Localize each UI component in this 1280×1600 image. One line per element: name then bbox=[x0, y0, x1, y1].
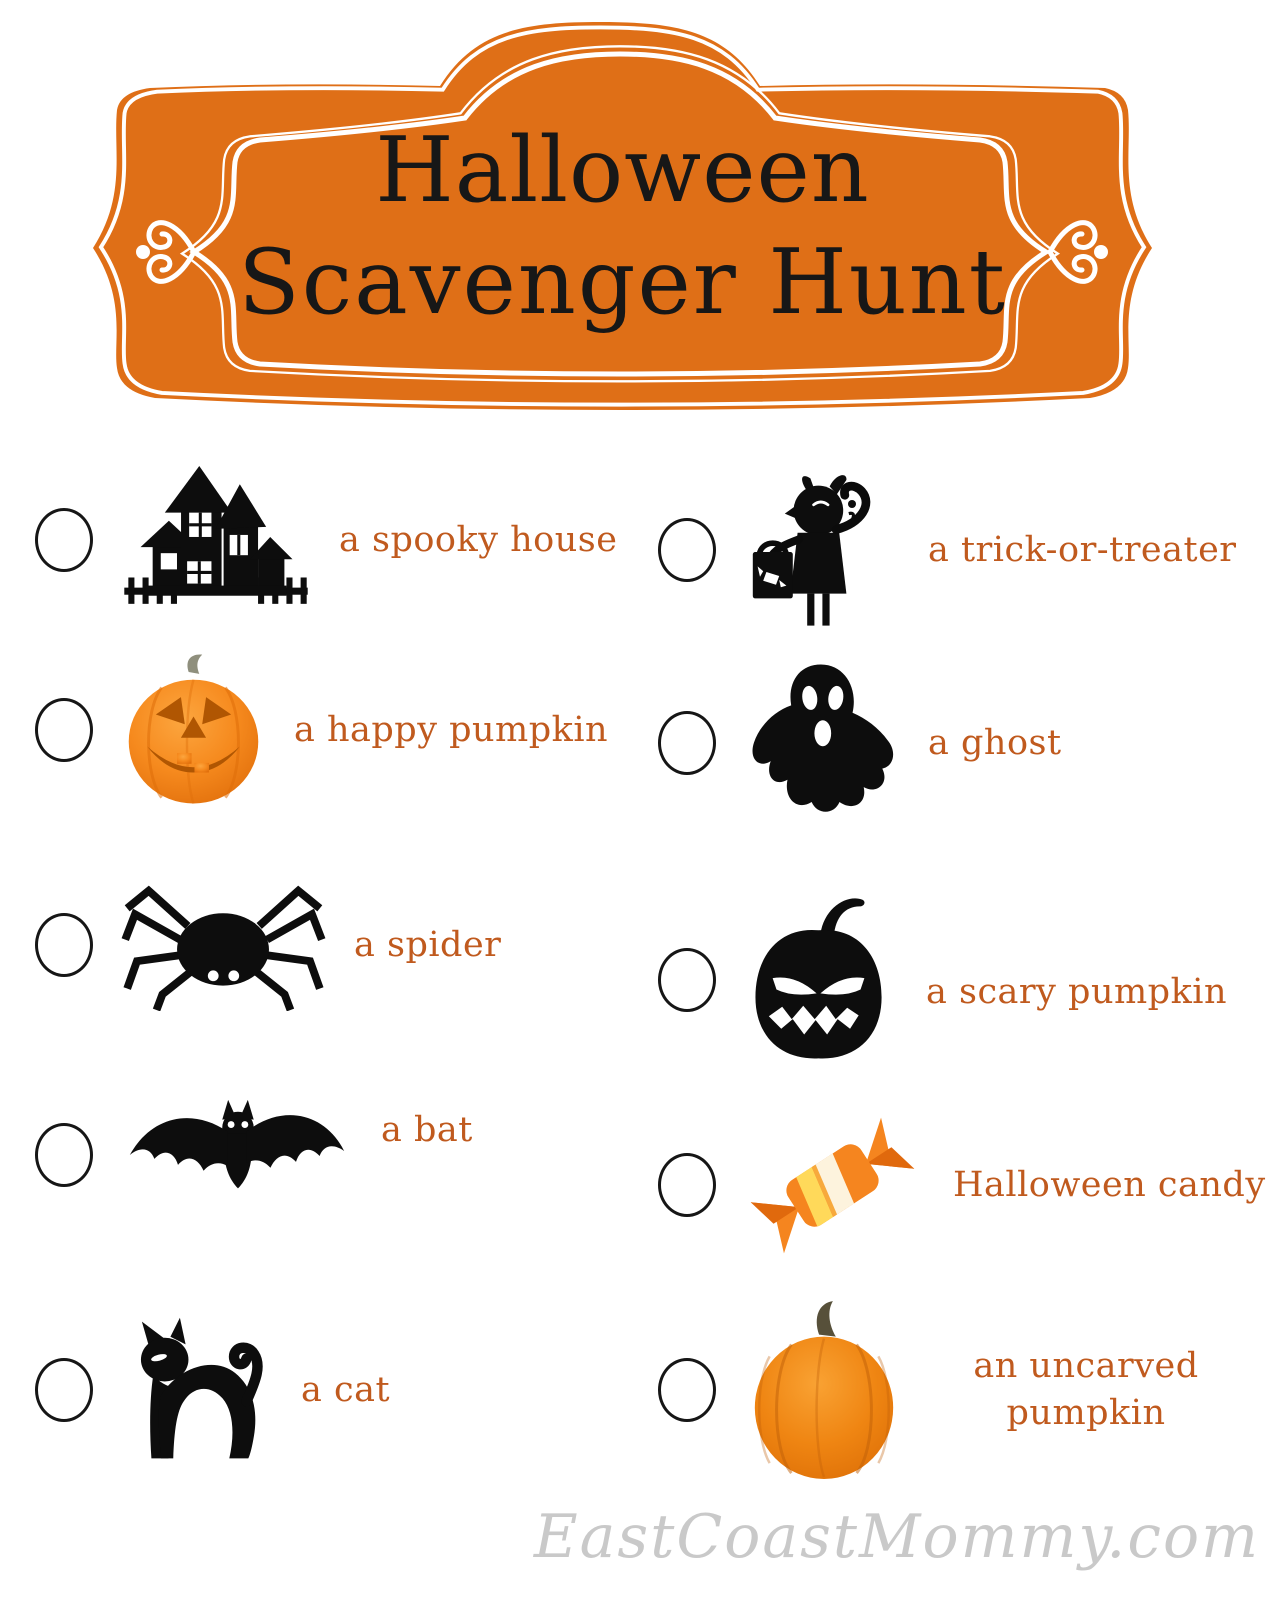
banner-title-line2: Scavenger Hunt bbox=[238, 230, 1007, 335]
item-label: a trick-or-treater bbox=[928, 530, 1237, 570]
checklist-item-ghost bbox=[658, 655, 1062, 830]
item-label: an uncarved pumpkin bbox=[973, 1345, 1199, 1433]
checkbox-circle[interactable] bbox=[35, 913, 93, 977]
cat-icon bbox=[121, 1304, 273, 1476]
spider-icon bbox=[121, 879, 326, 1011]
title-banner bbox=[85, 12, 1160, 424]
scary-pumpkin-icon bbox=[740, 894, 898, 1066]
checklist-item-bat bbox=[35, 1085, 473, 1225]
spooky-house-icon bbox=[121, 464, 311, 616]
checkbox-circle[interactable] bbox=[35, 508, 93, 572]
item-label: a scary pumpkin bbox=[926, 972, 1228, 1012]
ghost-icon bbox=[740, 657, 900, 829]
happy-pumpkin-icon bbox=[121, 651, 266, 809]
checkbox-circle[interactable] bbox=[35, 698, 93, 762]
uncarved-pumpkin-icon bbox=[740, 1298, 908, 1483]
checklist-item-trick-or-treater bbox=[658, 460, 1237, 640]
item-label: a bat bbox=[381, 1110, 473, 1150]
checkbox-circle[interactable] bbox=[658, 1358, 716, 1422]
trick-or-treater-icon bbox=[740, 460, 900, 640]
checklist-item-uncarved-pumpkin bbox=[658, 1285, 1236, 1495]
checkbox-circle[interactable] bbox=[658, 518, 716, 582]
checklist-item-happy-pumpkin bbox=[35, 645, 608, 815]
checklist-item-spider bbox=[35, 880, 501, 1010]
checklist-item-halloween-candy bbox=[658, 1105, 1266, 1265]
item-label: a spider bbox=[354, 925, 502, 965]
item-label: Halloween candy bbox=[953, 1165, 1266, 1205]
banner-title-line1: Halloween bbox=[375, 118, 870, 223]
item-label: a ghost bbox=[928, 722, 1062, 763]
bat-icon bbox=[121, 1096, 353, 1214]
checkbox-circle[interactable] bbox=[35, 1358, 93, 1422]
item-label: a spooky house bbox=[339, 520, 618, 560]
item-label: a cat bbox=[301, 1370, 391, 1410]
item-label: a happy pumpkin bbox=[294, 710, 609, 750]
watermark: EastCoastMommy.com bbox=[533, 1502, 1260, 1572]
checkbox-circle[interactable] bbox=[658, 948, 716, 1012]
checklist-item-cat bbox=[35, 1295, 390, 1485]
checkbox-circle[interactable] bbox=[658, 711, 716, 775]
checkbox-circle[interactable] bbox=[35, 1123, 93, 1187]
halloween-candy-icon bbox=[740, 1103, 925, 1268]
checklist-item-spooky-house bbox=[35, 450, 617, 630]
checklist-item-scary-pumpkin bbox=[658, 890, 1227, 1070]
checkbox-circle[interactable] bbox=[658, 1153, 716, 1217]
